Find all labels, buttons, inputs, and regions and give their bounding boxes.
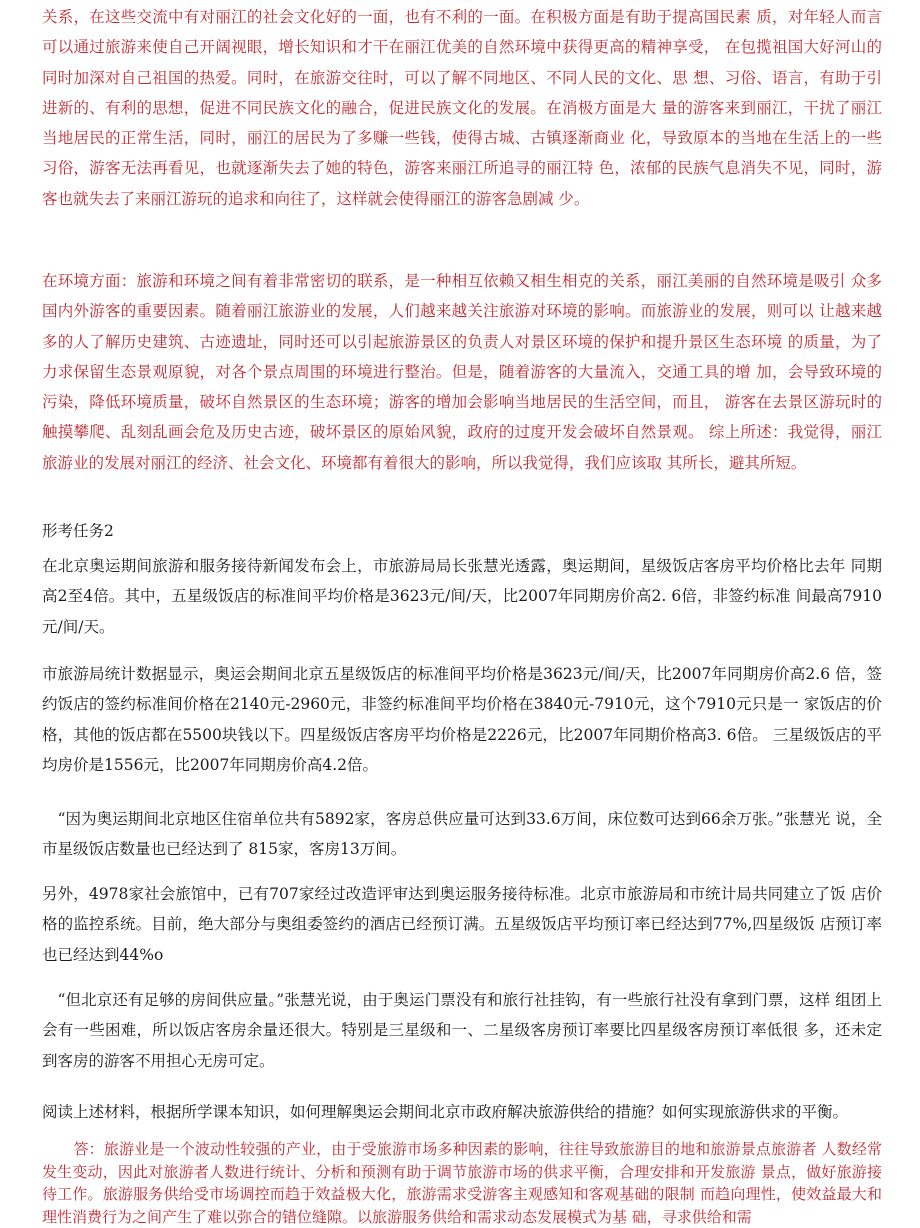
paragraph-hostels: 另外，4978家社会旅馆中，已有707家经过改造评审达到奥运服务接待标准。北京市旅游局和市统计局共同建立了饭 店价格的监控系统。目前，绝大部分与奥组委签约的酒店已经预订满。五星级饭店平均预订率已经达到77%,四星级饭 店预订率也已经达到44%o xyxy=(42,885,882,964)
paragraph-statistics: 市旅游局统计数据显示，奥运会期间北京五星级饭店的标准间平均价格是3623元/间/天，比2007年同期房价高2.6 倍，签约饭店的签约标准间价格在2140元-2960元，非签约标准间平均价格在3840元-7910元，这个7910元只是一 家饭店的价格，其他的饭店都在5500块钱以下。四星级饭店客房平均价格是2226元，比2007年同期价格高3. 6倍。 三星级饭店的平均房价是1556元，比2007年同期房价高4.2倍。 xyxy=(42,665,882,774)
paragraph-environment: 在环境方面：旅游和环境之间有着非常密切的联系，是一种相互依赖又相生相克的关系，丽江美丽的自然环境是吸引 众多国内外游客的重要因素。随着丽江旅游业的发展，人们越来越关注旅游对环境的影响。而旅游业的发展，则可以 让越来越多的人了解历史建筑、古迹遗址，同时还可以引起旅游景区的负责人对景区环境的保护和提升景区生态环境 的质量，为了力求保留生态景观原貌，对各个景点周围的环境进行整治。但是，随着游客的大量流入，交通工具的增 加，会导致环境的污染，降低环境质量，破坏自然景区的生态环境；游客的增加会影响当地居民的生活空间，而且， 游客在去景区游玩时的触摸攀爬、乱刻乱画会危及历史古迹，破坏景区的原始风貌，政府的过度开发会破坏自然景观。 综上所述：我觉得，丽江旅游业的发展对丽江的经济、社会文化、环境都有着很大的影响，所以我觉得，我们应该取 其所长，避其所短。 xyxy=(42,272,882,472)
paragraph-quote-rooms: “但北京还有足够的房间供应量。”张慧光说，由于奥运门票没有和旅行社挂钩，有一些旅行社没有拿到门票，这样 组团上会有一些困难，所以饭店客房余量还很大。特别是三星级和一、二星级客房预订率要比四星级客房预订率低很 多，还未定到客房的游客不用担心无房可定。 xyxy=(42,991,882,1070)
answer-text: 答：旅游业是一个波动性较强的产业，由于受旅游市场多种因素的影响，往往导致旅游目的地和旅游景点旅游者 人数经常发生变动，因此对旅游者人数进行统计、分析和预测有助于调节旅游市场的供求平衡，合理安排和开发旅游 景点，做好旅游接待工作。旅游服务供给受市场调控而趋于效益极大化，旅游需求受游客主观感知和客观基础的限制 而趋向理性，使效益最大和理性消费行为之间产生了难以弥合的错位缝隙。以旅游服务供给和需求动态发展模式为基 础，寻求供给和需 xyxy=(42,1140,882,1226)
section-heading-task-2: 形考任务2 xyxy=(42,522,114,540)
paragraph-quote-supply: “因为奥运期间北京地区住宿单位共有5892家，客房总供应量可达到33.6万间，床位数可达到66余万张。”张慧光 说，全市星级饭店数量也已经达到了 815家，客房13万间。 xyxy=(42,810,882,859)
paragraph-social-culture: 关系，在这些交流中有对丽江的社会文化好的一面，也有不利的一面。在积极方面是有助于提高国民素 质，对年轻人而言可以通过旅游来使自己开阔视眼，增长知识和才干在丽江优美的自然环境中获得更高的精神享受， 在包揽祖国大好河山的同时加深对自己祖国的热爱。同时，在旅游交往时，可以了解不同地区、不同人民的文化、思 想、习俗、语言，有助于引进新的、有利的思想，促进不同民族文化的融合，促进民族文化的发展。在消极方面是大 量的游客来到丽江，干扰了丽江当地居民的正常生活，同时，丽江的居民为了多赚一些钱，使得古城、古镇逐渐商业 化，导致原本的当地在生活上的一些习俗，游客无法再看见，也就逐渐失去了她的特色，游客来丽江所追寻的丽江特 色，浓郁的民族气息消失不见，同时，游客也就失去了来丽江游玩的追求和向往了，这样就会使得丽江的游客急剧减 少。 xyxy=(42,8,882,208)
question-text: 阅读上述材料，根据所学课本知识，如何理解奥运会期间北京市政府解决旅游供给的措施？如何实现旅游供求的平衡。 xyxy=(42,1103,849,1121)
paragraph-press-conference: 在北京奥运期间旅游和服务接待新闻发布会上，市旅游局局长张慧光透露，奥运期间，星级饭店客房平均价格比去年 同期高2至4倍。其中，五星级饭店的标准间平均价格是3623元/间/天，比2007年同期房价高2. 6倍，非签约标准 间最高7910元/间/天。 xyxy=(42,557,882,636)
